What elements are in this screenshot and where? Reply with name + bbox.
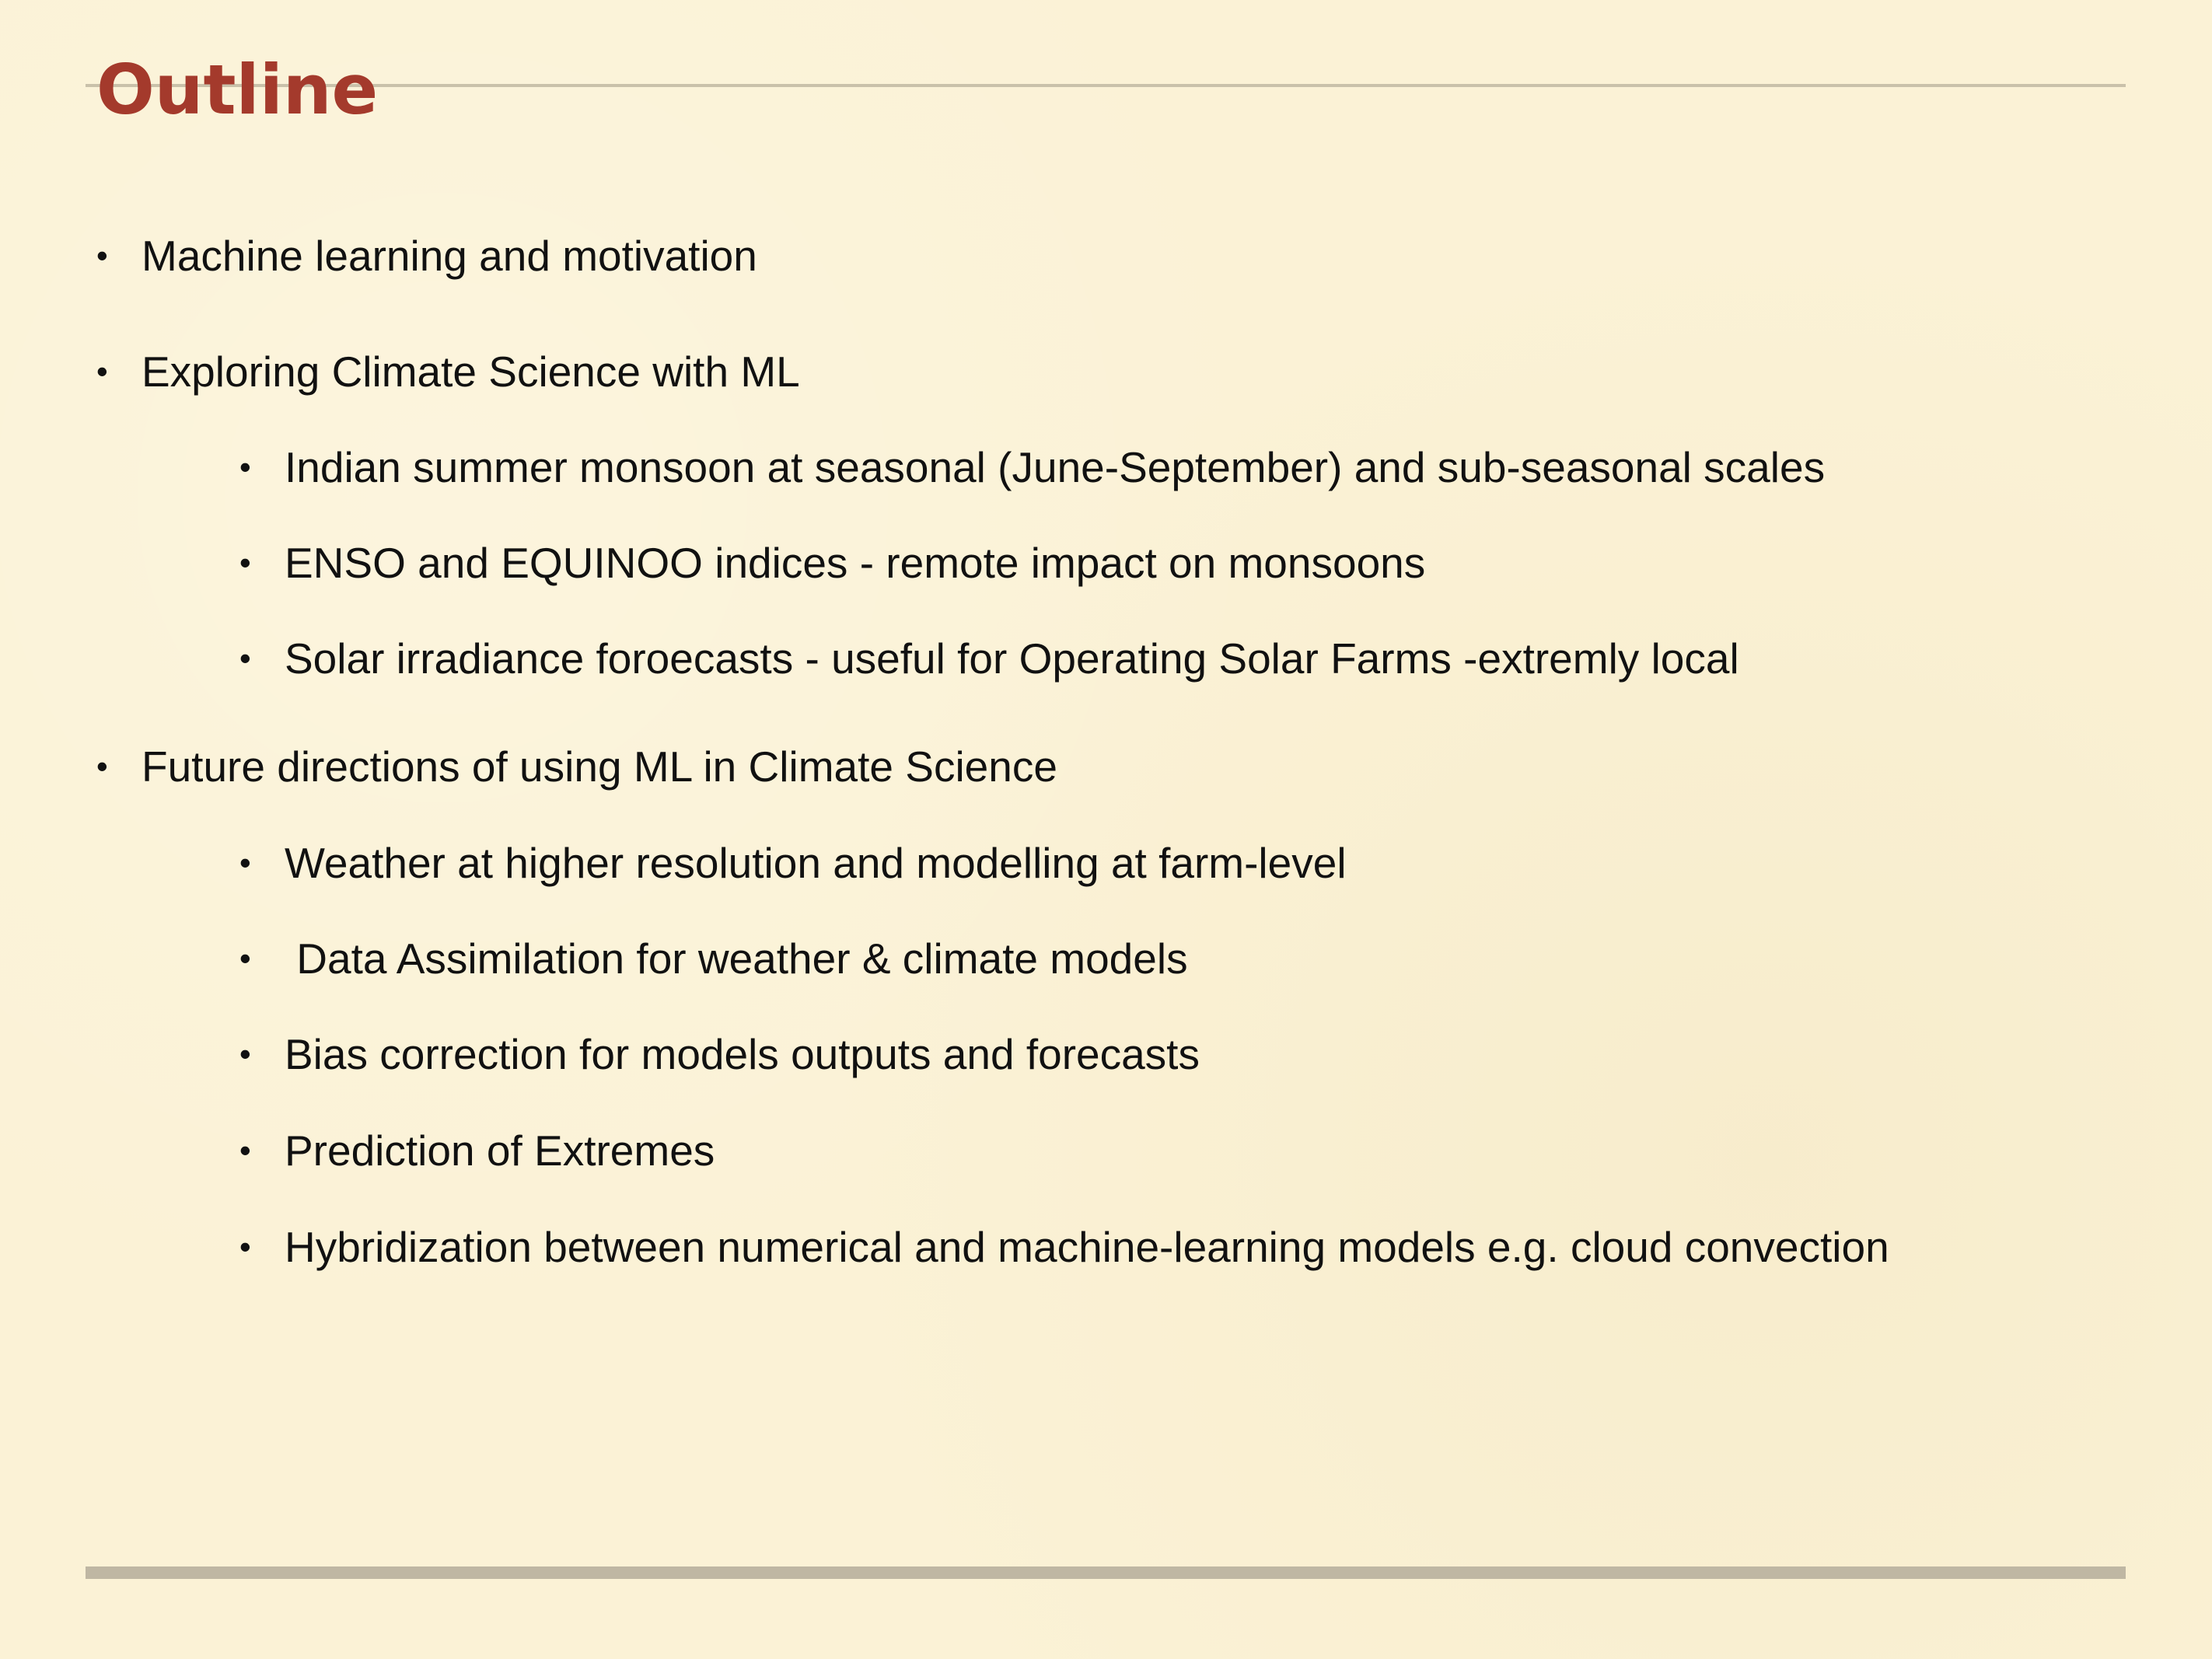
sub-bullet-item [239, 1221, 1889, 1273]
bullet-item [96, 230, 757, 281]
sub-bullet-item [239, 837, 1347, 889]
sub-bullet-text: Data Assimilation for weather & climate models [285, 934, 1188, 983]
bullet-dot-icon: • [239, 640, 251, 676]
bullet-dot-icon: • [239, 1036, 251, 1072]
bullet-dot-icon: • [96, 353, 108, 389]
bullet-text: Future directions of using ML in Climate Science [142, 742, 1057, 791]
bullet-dot-icon: • [239, 544, 251, 581]
bullet-dot-icon: • [239, 1132, 251, 1168]
sub-bullet-text: Prediction of Extremes [285, 1126, 715, 1175]
footer-divider [86, 1566, 2126, 1579]
bullet-dot-icon: • [96, 748, 108, 784]
sub-bullet-item [239, 442, 1825, 493]
title-divider [86, 84, 2126, 87]
sub-bullet-text: Bias correction for models outputs and forecasts [285, 1030, 1200, 1078]
bullet-item [96, 741, 1057, 792]
sub-bullet-text: Indian summer monsoon at seasonal (June-September) and sub-seasonal scales [285, 443, 1826, 491]
bullet-dot-icon: • [239, 449, 251, 485]
bullet-text: Exploring Climate Science with ML [142, 348, 800, 396]
bullet-dot-icon: • [239, 940, 251, 976]
bullet-dot-icon: • [239, 1228, 251, 1265]
sub-bullet-item [239, 933, 1188, 984]
sub-bullet-item [239, 633, 1739, 684]
sub-bullet-text: Weather at higher resolution and modelling at farm-level [285, 839, 1347, 887]
sub-bullet-item [239, 1125, 715, 1176]
bullet-dot-icon: • [96, 237, 108, 274]
sub-bullet-item [239, 537, 1425, 589]
sub-bullet-text: Hybridization between numerical and machine-learning models e.g. cloud convection [285, 1223, 1889, 1271]
sub-bullet-text: ENSO and EQUINOO indices - remote impact on monsoons [285, 539, 1426, 587]
sub-bullet-text: Solar irradiance foroecasts - useful for Operating Solar Farms -extremly local [285, 634, 1739, 683]
sub-bullet-item [239, 1029, 1200, 1080]
bullet-item [96, 346, 800, 397]
bullet-text: Machine learning and motivation [142, 232, 757, 280]
bullet-dot-icon: • [239, 844, 251, 881]
slide-title: Outline [96, 50, 379, 130]
